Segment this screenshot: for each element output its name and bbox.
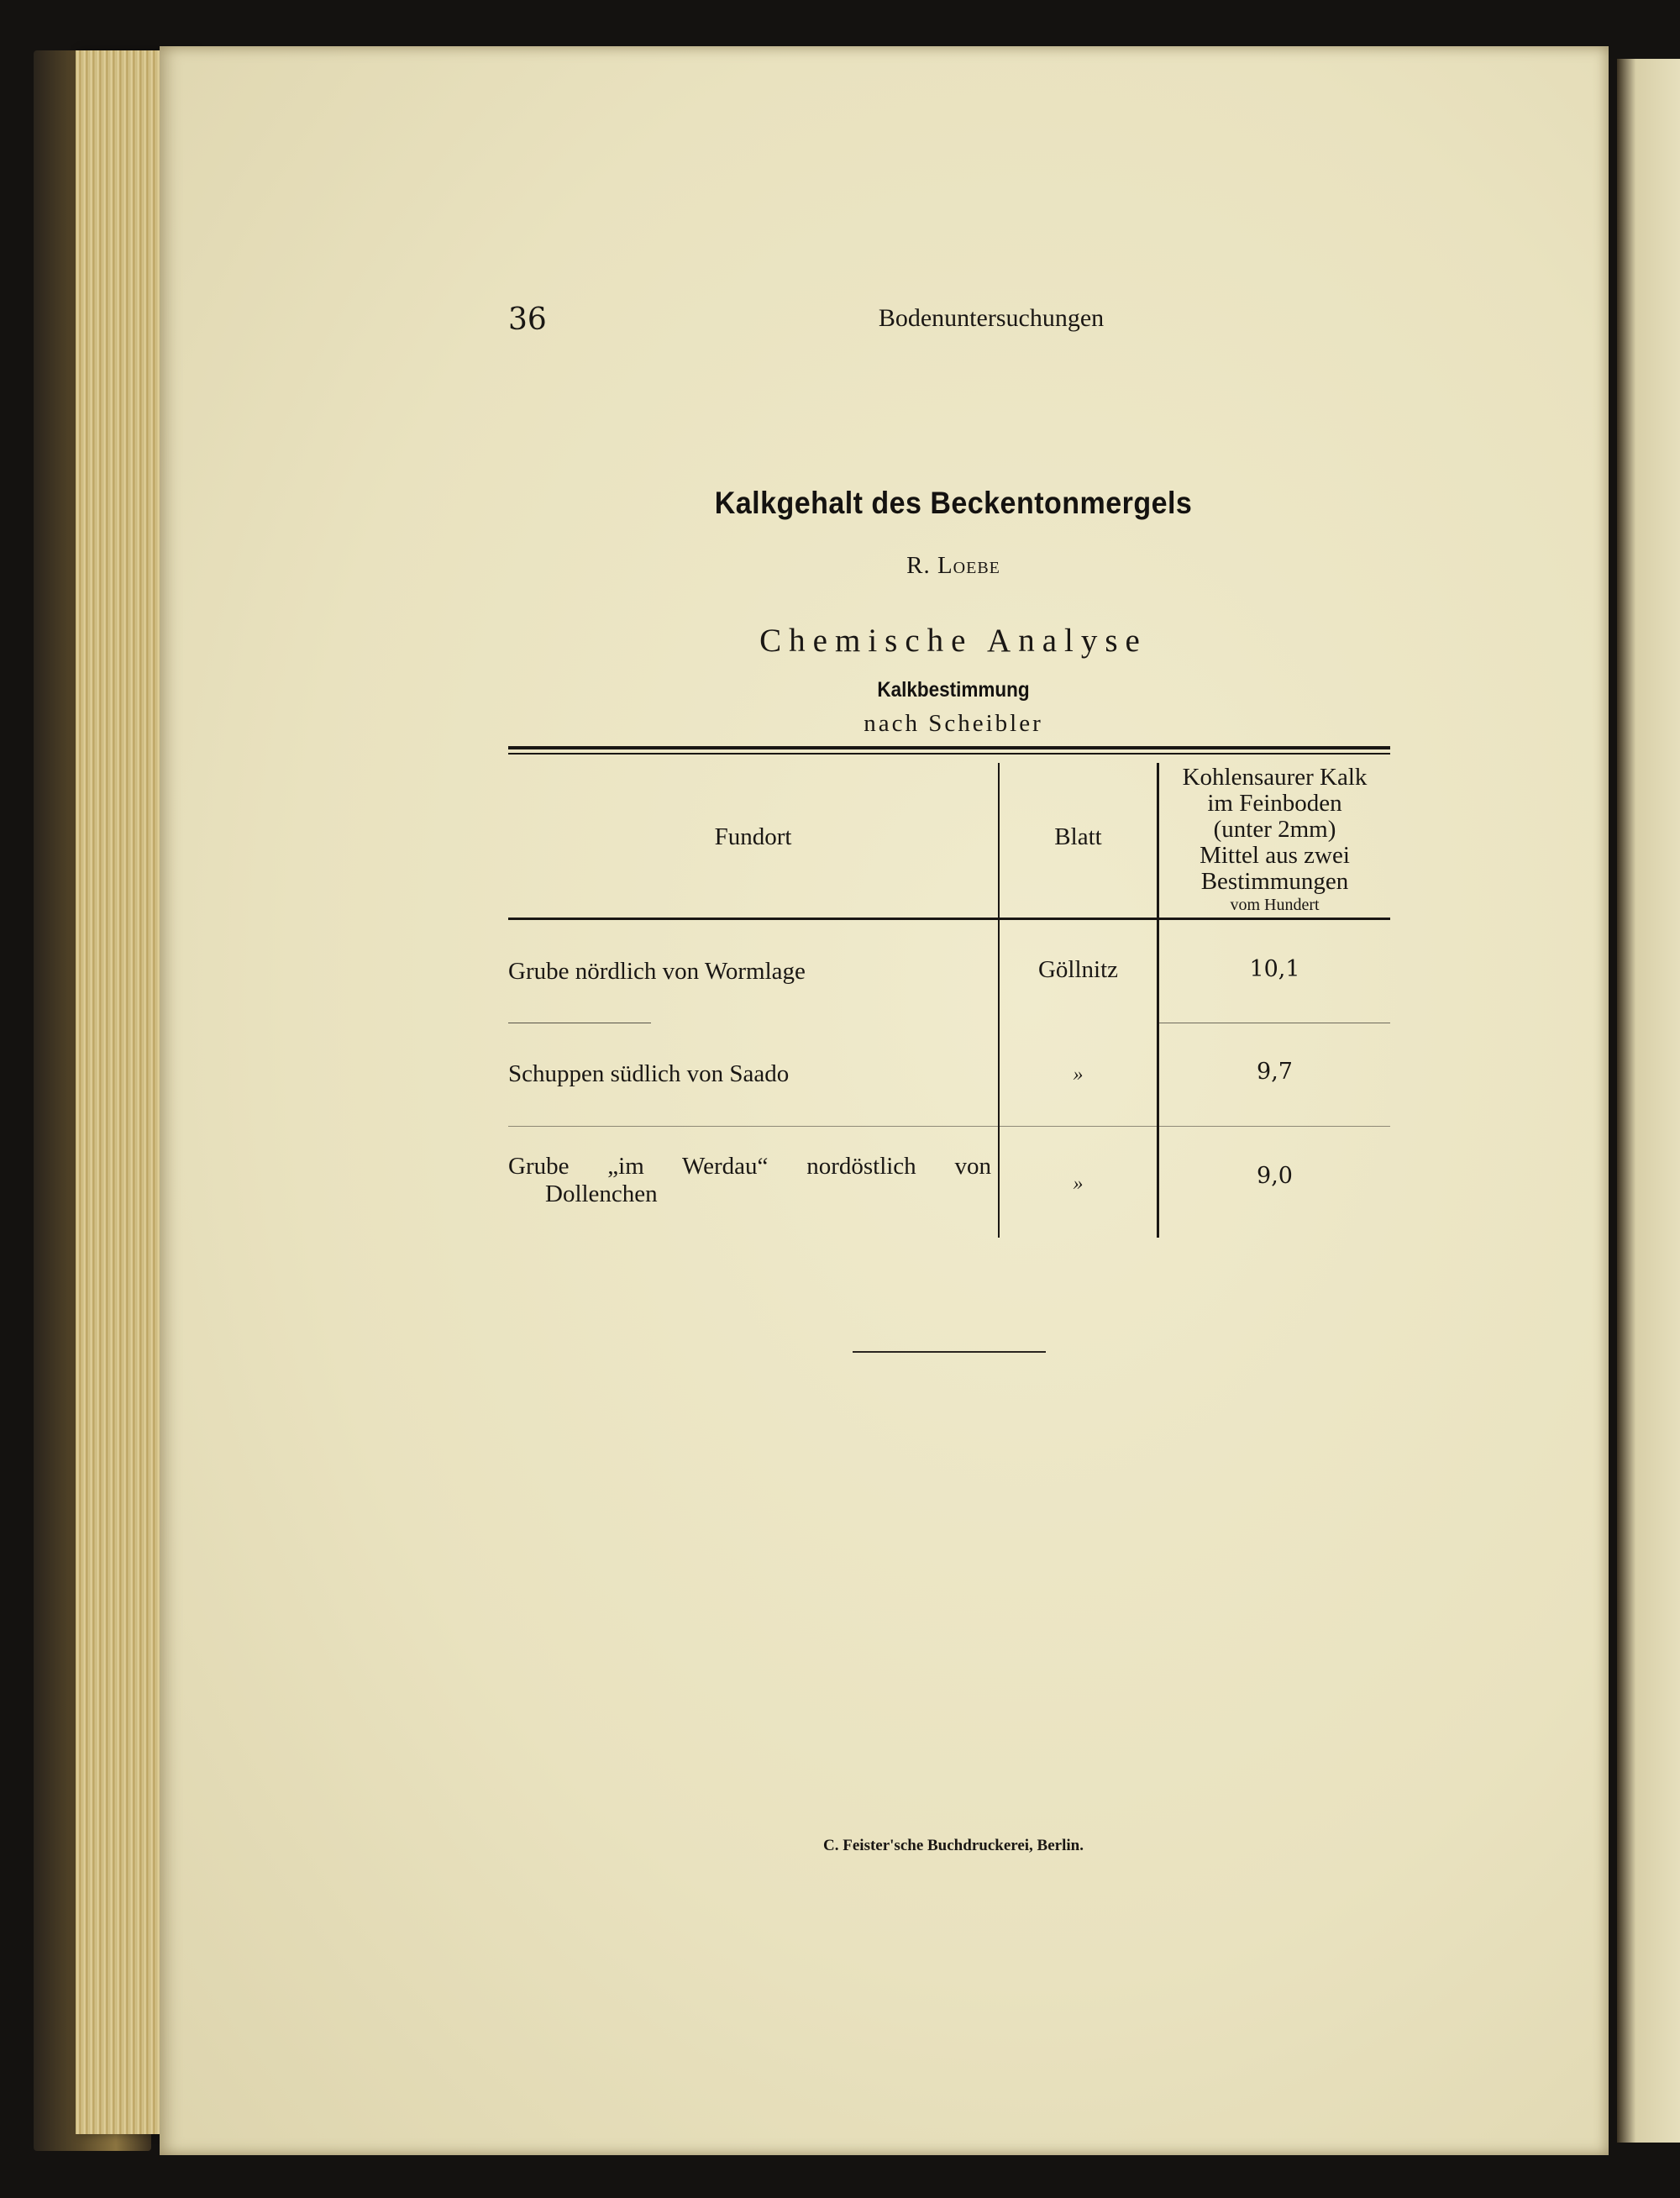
section-subtitle: Chemische Analyse <box>759 623 1147 659</box>
table-top-rule <box>508 746 1390 749</box>
table-cell-fundort: Schuppen südlich von Saado <box>508 1060 790 1087</box>
method-source: nach Scheibler <box>864 710 1043 737</box>
running-head: Bodenuntersuchungen <box>878 304 1105 332</box>
column-header-kalk <box>1159 765 1390 915</box>
table-cell-fundort <box>508 1153 991 1208</box>
table-cell-fundort: Grube nördlich von Wormlage <box>508 958 806 985</box>
author-name: R. Loebe <box>906 552 1000 579</box>
printer-imprint: C. Feister'sche Buchdruckerei, Berlin. <box>823 1837 1084 1854</box>
analysis-table <box>508 746 1390 1238</box>
table-cell-value: 10,1 <box>1249 956 1300 982</box>
method-title: Kalkbestimmung <box>877 678 1030 702</box>
kalk-header-line: Mittel aus zwei <box>1200 842 1350 869</box>
kalk-header-line: im Feinboden <box>1207 790 1342 817</box>
end-separator-rule <box>853 1351 1046 1353</box>
table-row-rule <box>508 1126 1390 1127</box>
kalk-header-line: Kohlensaurer Kalk <box>1182 764 1368 791</box>
page-number: 36 <box>508 302 547 337</box>
kalk-header-unit: vom Hundert <box>1230 896 1320 914</box>
table-cell-blatt: » <box>1073 1064 1084 1086</box>
table-cell-blatt: » <box>1073 1173 1084 1195</box>
facing-page-edge <box>1617 59 1680 2143</box>
kalk-header-line: Bestimmungen <box>1200 868 1349 895</box>
table-cell-value: 9,0 <box>1257 1163 1293 1189</box>
column-header-blatt: Blatt <box>1054 823 1102 850</box>
fundort-line: Grube „im Werdau“ nordöstlich von <box>508 1153 991 1180</box>
column-header-fundort: Fundort <box>714 823 792 850</box>
table-header-rule <box>508 918 1390 920</box>
kalk-header-line: (unter 2mm) <box>1213 816 1336 843</box>
table-cell-value: 9,7 <box>1257 1059 1293 1085</box>
table-cell-blatt: Göllnitz <box>1037 956 1119 983</box>
fundort-line: Dollenchen <box>545 1181 658 1207</box>
article-title: Kalkgehalt des Beckentonmergels <box>714 486 1193 520</box>
table-top-rule-thin <box>508 753 1390 755</box>
